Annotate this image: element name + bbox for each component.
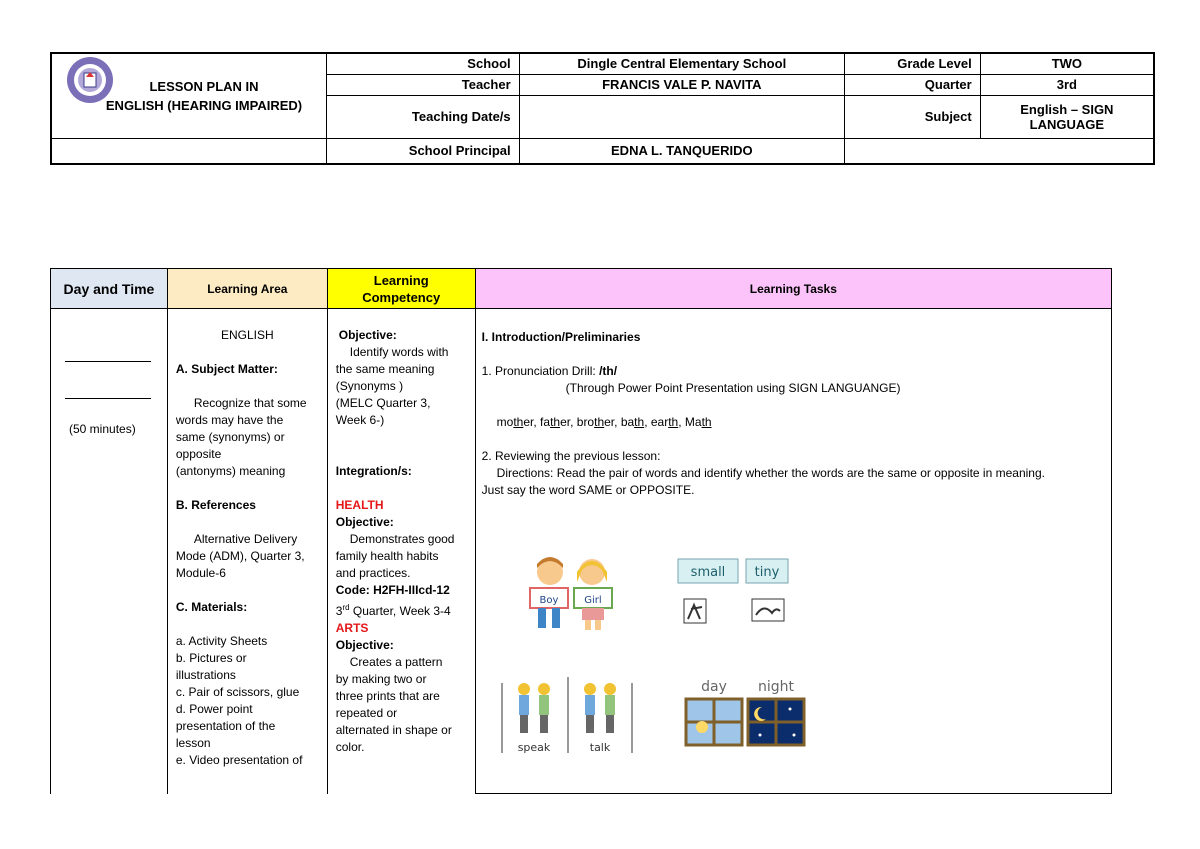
drill-note: (Through Power Point Presentation using SIGN LANGUANGE) xyxy=(565,381,901,395)
subject-name: ENGLISH xyxy=(220,328,274,342)
th-word: Math xyxy=(684,415,712,429)
references-heading: B. References xyxy=(175,498,256,512)
th-word: brother xyxy=(576,415,615,429)
teaching-date-label: Teaching Date/s xyxy=(327,95,520,138)
materials-item: presentation of the xyxy=(175,719,276,733)
title-cell xyxy=(51,53,327,138)
th-word: bath xyxy=(620,415,645,429)
materials-item: a. Activity Sheets xyxy=(175,634,268,648)
principal-label: School Principal xyxy=(327,138,520,164)
arts-line: Creates a pattern xyxy=(349,655,443,669)
teacher-label: Teacher xyxy=(327,74,520,95)
duration-text: (50 minutes) xyxy=(69,422,136,436)
health-objective-label: Objective: xyxy=(335,515,394,529)
drill-sound: /th/ xyxy=(599,364,618,378)
quarter-week-text: Quarter, Week 3-4 xyxy=(349,604,451,618)
small-label: small xyxy=(690,565,725,580)
arts-objective-label: Objective: xyxy=(335,638,394,652)
header-day-and-time: Day and Time xyxy=(51,269,168,309)
grade-level-label: Grade Level xyxy=(844,53,980,74)
blank-line xyxy=(65,361,151,362)
materials-heading: C. Materials: xyxy=(175,600,248,614)
subject-label: Subject xyxy=(844,95,980,138)
references-line: Module-6 xyxy=(175,566,226,580)
header-comp-line2: Competency xyxy=(362,289,441,305)
th-word: earth xyxy=(650,415,679,429)
blank-line xyxy=(65,398,151,399)
introduction-heading: I. Introduction/Preliminaries xyxy=(481,330,641,344)
day-label: day xyxy=(700,679,727,695)
small-tiny-picture xyxy=(676,557,791,629)
materials-item: b. Pictures or xyxy=(175,651,247,665)
lesson-table xyxy=(50,268,1112,794)
review-heading: 2. Reviewing the previous lesson: xyxy=(481,449,661,463)
deped-seal-icon xyxy=(66,56,114,104)
quarter-suffix: rd xyxy=(342,603,350,612)
speak-label: speak xyxy=(517,741,550,754)
learning-tasks-cell xyxy=(475,309,1111,794)
health-line: family health habits xyxy=(335,549,439,563)
arts-line: repeated or xyxy=(335,706,398,720)
health-label: HEALTH xyxy=(335,498,384,512)
learning-area-cell xyxy=(167,309,327,794)
directions-text: Directions: Read the pair of words and identify whether the words are the same or opposite in meaning. xyxy=(496,466,1045,480)
title-line1: LESSON PLAN IN xyxy=(149,78,259,94)
materials-item: e. Video presentation of xyxy=(175,753,303,767)
school-value: Dingle Central Elementary School xyxy=(519,53,844,74)
th-word: father xyxy=(540,415,571,429)
arts-label: ARTS xyxy=(335,621,369,635)
day-time-cell xyxy=(51,309,168,794)
learning-competency-cell xyxy=(327,309,475,794)
header-learning-tasks: Learning Tasks xyxy=(475,269,1111,309)
references-line: Alternative Delivery xyxy=(193,532,298,546)
objective-line: (MELC Quarter 3, xyxy=(335,396,431,410)
arts-line: three prints that are xyxy=(335,689,440,703)
school-label: School xyxy=(327,53,520,74)
principal-value: EDNA L. TANQUERIDO xyxy=(519,138,844,164)
quarter-value: 3rd xyxy=(980,74,1154,95)
quarter-week-line xyxy=(336,599,475,620)
arts-line: alternated in shape or xyxy=(335,723,452,737)
girl-label: Girl xyxy=(583,595,602,606)
speak-talk-picture xyxy=(498,677,636,757)
arts-line: color. xyxy=(335,740,365,754)
subject-matter-line: same (synonyms) or xyxy=(175,430,285,444)
talk-label: talk xyxy=(589,741,610,754)
grade-level-value: TWO xyxy=(980,53,1154,74)
title-line2: ENGLISH (HEARING IMPAIRED) xyxy=(105,97,303,113)
references-line: Mode (ADM), Quarter 3, xyxy=(175,549,305,563)
title-cell-bottom xyxy=(51,138,327,164)
header-table xyxy=(50,52,1155,165)
drill-prefix: 1. Pronunciation Drill: xyxy=(481,364,600,378)
materials-item: d. Power point xyxy=(175,702,253,716)
objective-line: the same meaning xyxy=(335,362,435,376)
objective-line: Identify words with xyxy=(349,345,449,359)
header-learning-competency xyxy=(327,269,475,309)
subject-value-line1: English – SIGN xyxy=(1020,101,1114,117)
subject-matter-line: Recognize that some xyxy=(193,396,307,410)
header-comp-line1: Learning xyxy=(373,272,429,288)
integration-label: Integration/s: xyxy=(335,464,412,478)
day-night-picture xyxy=(682,677,808,751)
th-word-list: mother, father, brother, bath, earth, Math xyxy=(496,415,712,429)
subject-matter-line: words may have the xyxy=(175,413,284,427)
directions-text-2: Just say the word SAME or OPPOSITE. xyxy=(481,483,695,497)
teaching-date-value xyxy=(519,95,844,138)
objective-line: (Synonyms ) xyxy=(335,379,404,393)
teacher-value: FRANCIS VALE P. NAVITA xyxy=(519,74,844,95)
objective-line: Week 6-) xyxy=(335,413,385,427)
code-label: Code: H2FH-IIIcd-12 xyxy=(335,583,450,597)
principal-empty xyxy=(844,138,1154,164)
materials-item: illustrations xyxy=(175,668,236,682)
subject-value xyxy=(980,95,1154,138)
health-line: and practices. xyxy=(335,566,411,580)
th-word: mother xyxy=(496,415,534,429)
materials-item: lesson xyxy=(175,736,211,750)
pronunciation-drill xyxy=(482,363,1111,380)
health-line: Demonstrates good xyxy=(349,532,455,546)
boy-girl-picture xyxy=(522,554,620,634)
arts-line: by making two or xyxy=(335,672,427,686)
tiny-label: tiny xyxy=(754,565,779,580)
subject-matter-heading: A. Subject Matter: xyxy=(175,362,278,376)
subject-value-line2: LANGUAGE xyxy=(1029,116,1105,132)
subject-matter-line: opposite xyxy=(175,447,222,461)
header-learning-area: Learning Area xyxy=(167,269,327,309)
boy-label: Boy xyxy=(539,595,559,606)
objective-label: Objective: xyxy=(338,328,397,342)
materials-item: c. Pair of scissors, glue xyxy=(175,685,300,699)
subject-matter-line: (antonyms) meaning xyxy=(175,464,286,478)
quarter-number: 3 xyxy=(335,604,343,618)
quarter-label: Quarter xyxy=(844,74,980,95)
night-label: night xyxy=(757,679,794,695)
